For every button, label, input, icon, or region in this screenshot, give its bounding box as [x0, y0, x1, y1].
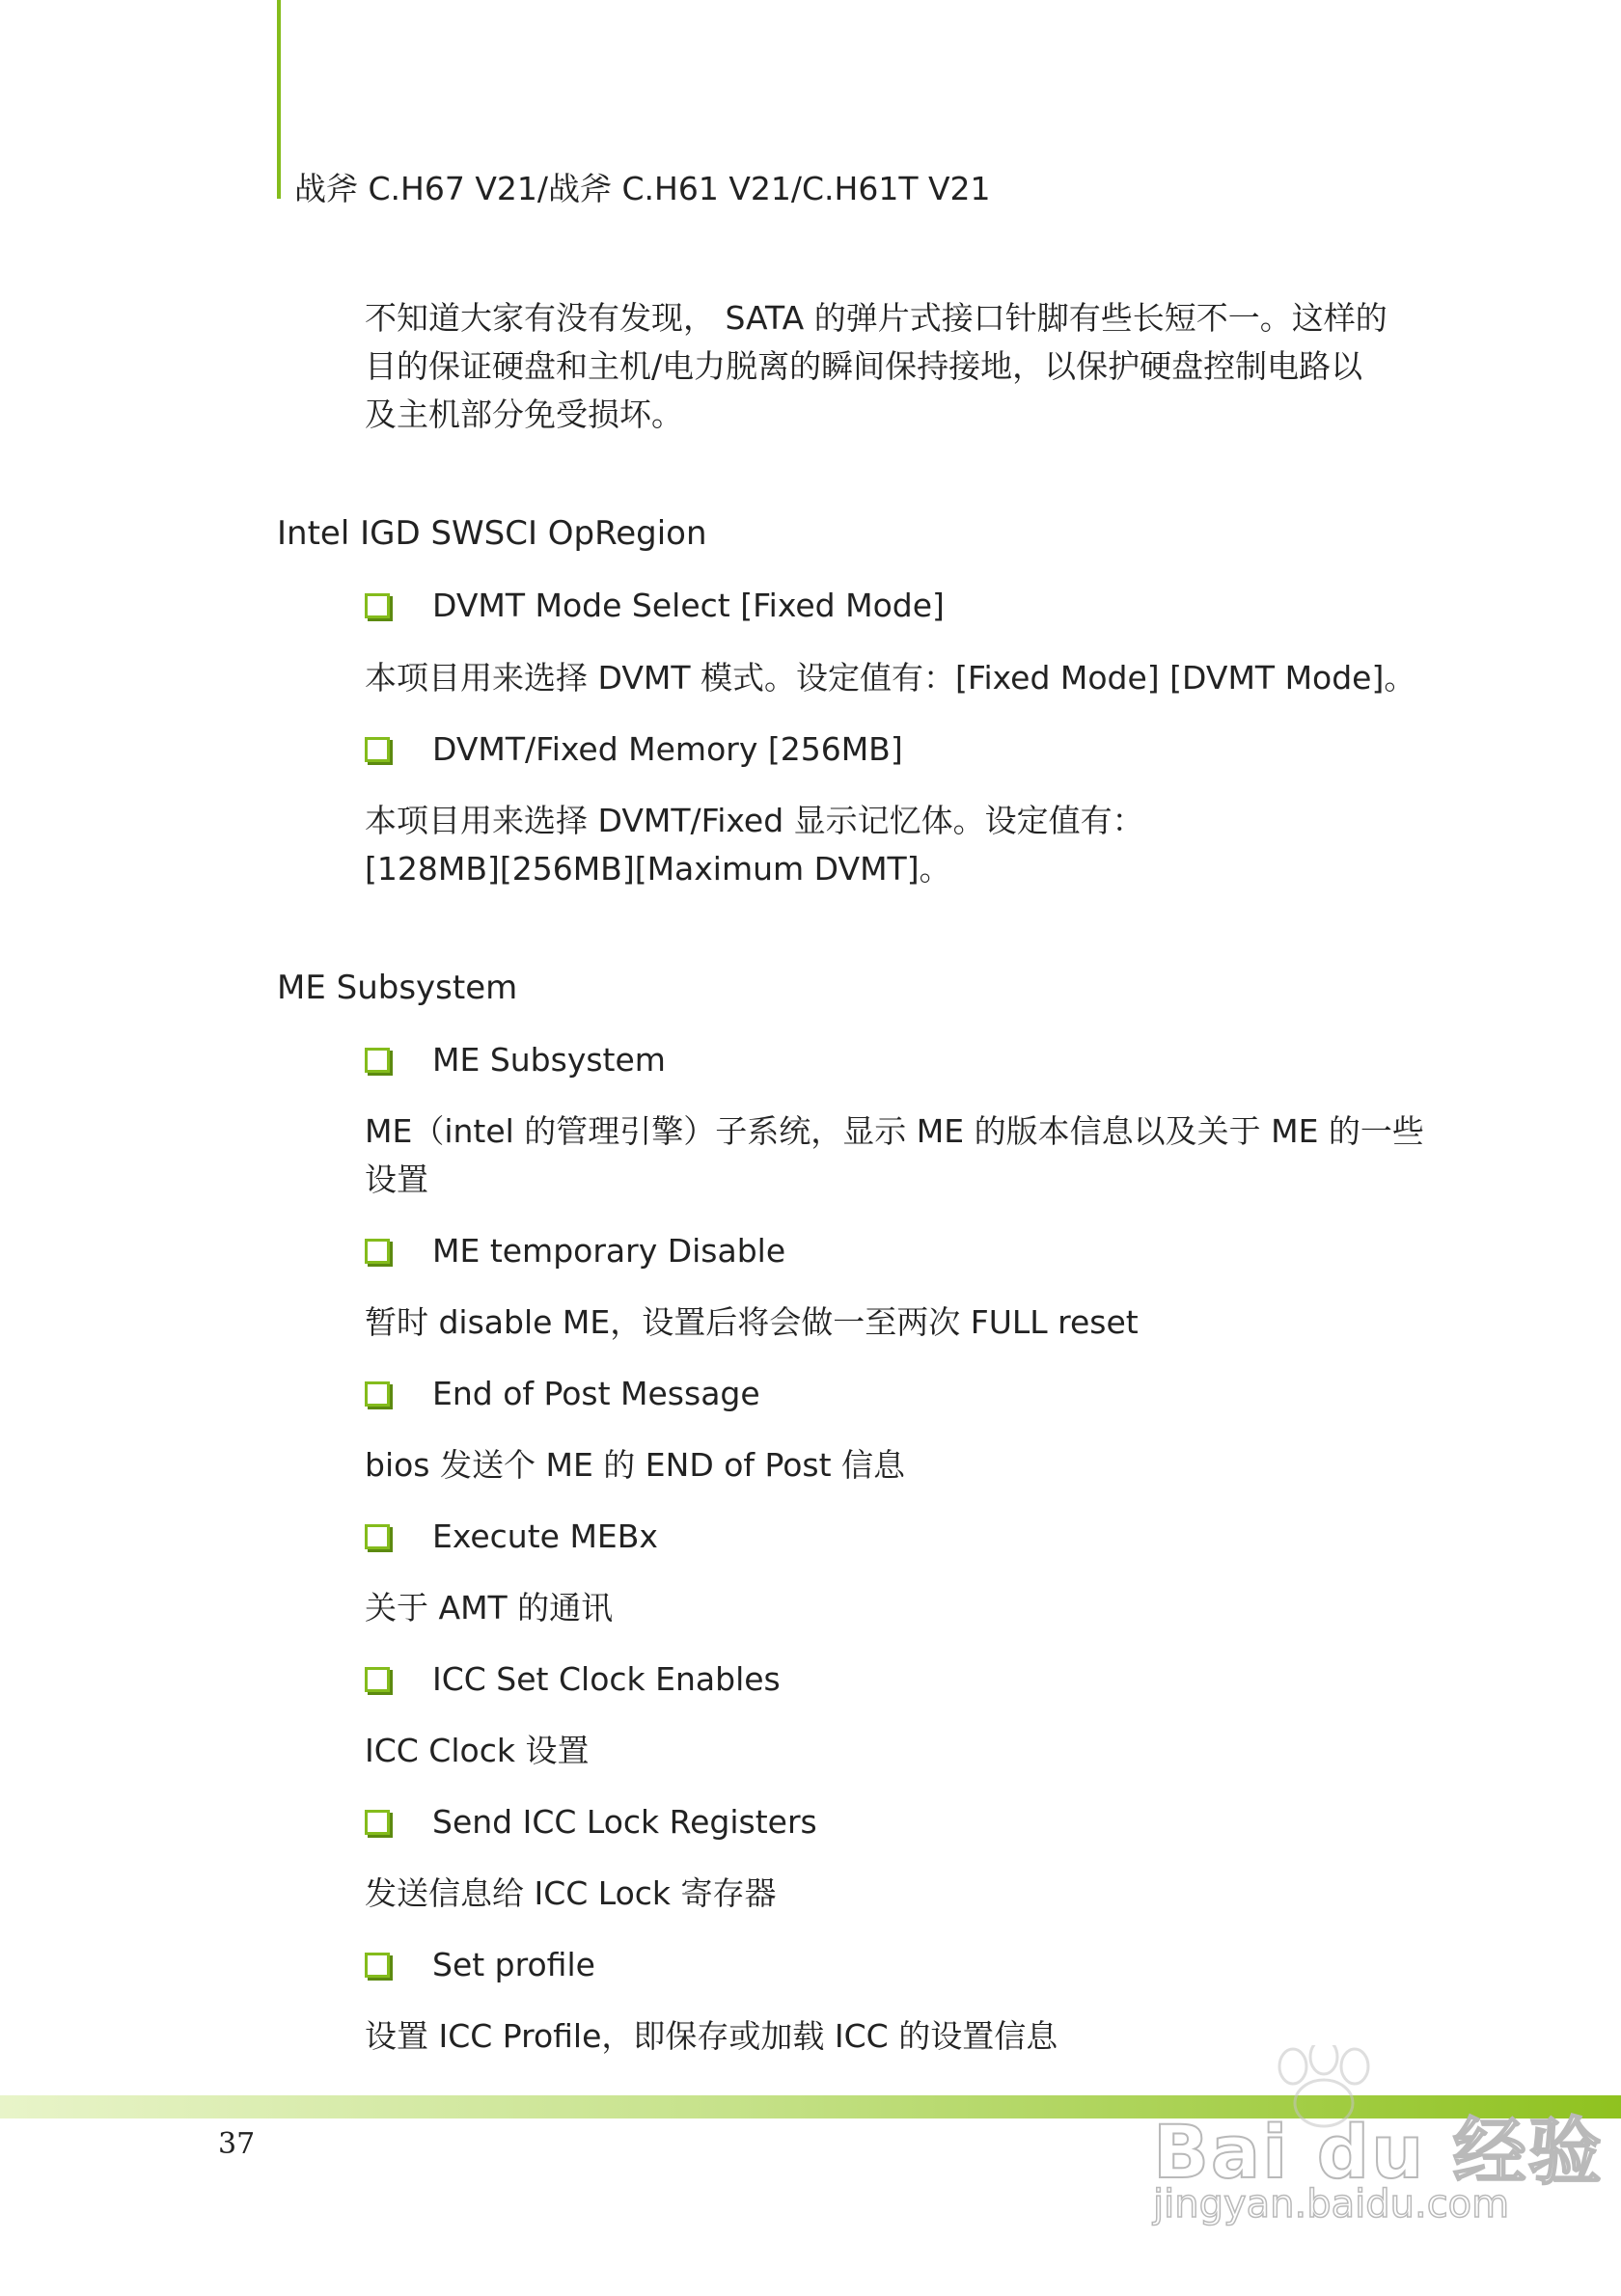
option-item [365, 1375, 760, 1412]
option-label: Execute MEBx [432, 1517, 658, 1555]
description-line: ME（intel 的管理引擎）子系统，显示 ME 的版本信息以及关于 ME 的一些 [365, 1112, 1424, 1150]
checkbox-bullet-icon [365, 1524, 390, 1549]
option-item [365, 587, 945, 624]
option-item [365, 730, 903, 768]
checkbox-bullet-icon [365, 593, 390, 618]
option-description [365, 2012, 1058, 2061]
intro-line: 不知道大家有没有发现， SATA 的弹片式接口针脚有些长短不一。这样的 [365, 299, 1387, 337]
checkbox-bullet-icon [365, 1667, 390, 1692]
section-heading-igd: Intel IGD SWSCI OpRegion [277, 514, 707, 553]
option-label: Send ICC Lock Registers [432, 1803, 817, 1841]
description-line: 本项目用来选择 DVMT/Fixed 显示记忆体。设定值有： [365, 802, 1144, 839]
option-item [365, 1946, 595, 1983]
option-label: End of Post Message [432, 1375, 760, 1412]
checkbox-bullet-icon [365, 1810, 390, 1835]
checkbox-bullet-icon [365, 737, 390, 762]
header-accent-bar [277, 0, 281, 199]
option-description [365, 1298, 1139, 1347]
option-item [365, 1041, 666, 1079]
option-item [365, 1517, 658, 1555]
option-label: DVMT/Fixed Memory [256MB] [432, 730, 903, 768]
description-line: 暂时 disable ME，设置后将会做一至两次 FULL reset [365, 1303, 1139, 1341]
description-line: 本项目用来选择 DVMT 模式。设定值有：[Fixed Mode] [DVMT Mode]。 [365, 659, 1416, 697]
option-label: DVMT Mode Select [Fixed Mode] [432, 587, 945, 624]
intro-line: 及主机部分免受损坏。 [365, 396, 683, 433]
option-description [365, 654, 1415, 702]
checkbox-bullet-icon [365, 1381, 390, 1407]
option-label: ME temporary Disable [432, 1232, 786, 1270]
option-label: Set profile [432, 1946, 595, 1983]
option-description [365, 1107, 1424, 1204]
checkbox-bullet-icon [365, 1048, 390, 1073]
option-label: ME Subsystem [432, 1041, 666, 1079]
option-label: ICC Set Clock Enables [432, 1660, 781, 1698]
option-item [365, 1660, 781, 1698]
intro-line: 目的保证硬盘和主机/电力脱离的瞬间保持接地，以保护硬盘控制电路以 [365, 347, 1363, 385]
page-number: 37 [218, 2127, 256, 2161]
option-item [365, 1232, 785, 1270]
description-line: 关于 AMT 的通讯 [365, 1589, 614, 1626]
option-description [365, 797, 1144, 893]
checkbox-bullet-icon [365, 1239, 390, 1264]
description-line: bios 发送个 ME 的 END of Post 信息 [365, 1446, 906, 1484]
description-line: 设置 ICC Profile，即保存或加载 ICC 的设置信息 [365, 2017, 1058, 2055]
description-line: 发送信息给 ICC Lock 寄存器 [365, 1874, 777, 1912]
watermark-url: jingyan.baidu.com [1153, 2182, 1510, 2227]
option-description [365, 1441, 905, 1490]
option-description [365, 1584, 613, 1632]
checkbox-bullet-icon [365, 1953, 390, 1978]
description-line: 设置 [365, 1161, 428, 1198]
intro-paragraph [365, 294, 1387, 439]
description-line: [128MB][256MB][Maximum DVMT]。 [365, 850, 951, 888]
description-line: ICC Clock 设置 [365, 1732, 590, 1769]
page-header-title: 战斧 C.H67 V21/战斧 C.H61 V21/C.H61T V21 [294, 170, 991, 207]
option-description [365, 1727, 589, 1775]
watermark-brand: Bai du 经验 [1153, 2109, 1604, 2195]
option-description [365, 1870, 777, 1918]
section-heading-me: ME Subsystem [277, 969, 518, 1007]
option-item [365, 1803, 817, 1841]
